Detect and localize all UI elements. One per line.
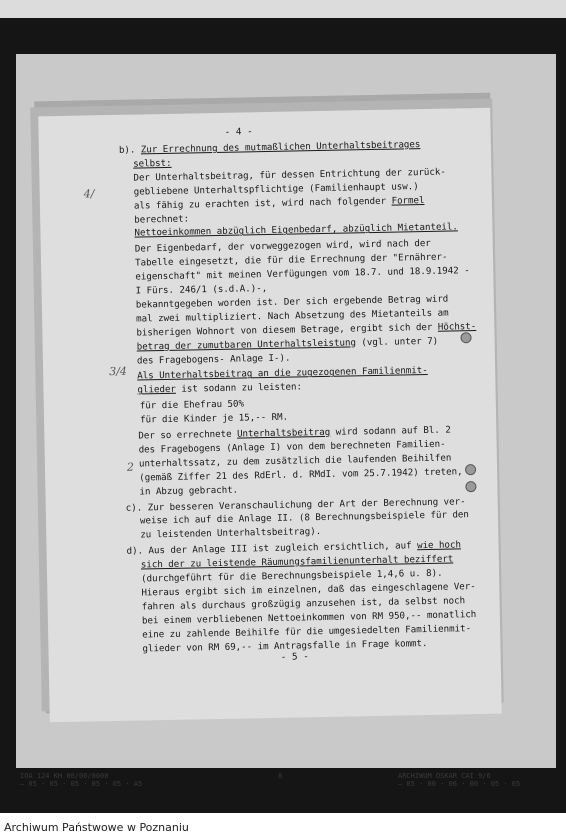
text-segment: zu leistenden Unterhaltsbeitrag). [140, 526, 322, 541]
text-line [137, 365, 428, 382]
text-segment: als fähig zu erachten ist, wird nach folgender [133, 195, 392, 212]
text-segment: bei einem verbliebenen Nettoeinkommen von RM 950,-- monatlich [141, 608, 477, 627]
page-number-bottom: - 5 - [280, 651, 309, 663]
text-segment: unterhaltssatz, zu dem zusätzlich die laufenden Beihilfen [138, 452, 452, 470]
text-segment: mal zwei multipliziert. Nach Absetzung des Mietanteils am [136, 307, 449, 325]
text-segment: bekanntgegeben worden ist. Der sich ergebende Betrag wird [135, 293, 449, 311]
text-segment: weise ich auf die Anlage II. (8 Berechnungsbeispiele für den [139, 509, 469, 527]
text-segment: eine zu zahlende Beihilfe für die umgesiedelten Familienmit- [142, 622, 472, 641]
text-line [137, 382, 302, 396]
text-line [134, 213, 189, 225]
text-segment: Der so errechnete [138, 428, 238, 442]
text-line [133, 158, 172, 170]
underlined-text: Als Unterhaltsbeitrag an die zugezogenen Familienmit- [137, 365, 428, 382]
viewer-top-bar [0, 0, 566, 18]
punch-hole-3 [465, 481, 476, 492]
text-line [140, 412, 288, 426]
text-segment: fahren als durchaus großzügig anzusehen ist, da selbst noch [141, 595, 466, 613]
text-segment: des Fragebogens (Anlage I) von dem berechneten Familien- [138, 438, 446, 456]
page-number-top: - 4 - [224, 126, 253, 138]
underlined-text: Zur Errechnung des mutmaßlichen Unterhaltsbeitrages [140, 139, 421, 156]
text-line [139, 466, 463, 483]
film-strip-right: ARCHIWUM OSKAR CAI 9/6 — 05 · 00 · 06 · 00 · 05 · 05 [398, 772, 521, 788]
text-segment: für die Kinder je 15,-- RM. [139, 411, 289, 426]
film-strip-left: IOA 124 KH 00/00/0000 — 05 · 05 · 05 · 05 · 05 · A5 [20, 772, 143, 788]
text-segment: (durchgeführt für die Berechnungsbeispiele 1,4,6 u. 8). [141, 567, 443, 585]
text-line [135, 265, 470, 282]
text-segment: b). [118, 144, 141, 156]
text-segment: bisherigen Wohnort von diesem Betrage, ergibt sich der [136, 321, 438, 339]
text-line [134, 222, 458, 239]
underlined-text: betrag der zumutbaren Unterhaltsleistung [136, 336, 356, 353]
text-line [140, 510, 469, 527]
text-segment: für die Ehefrau 50% [139, 398, 245, 412]
film-strip-middle: 8 [278, 772, 283, 780]
text-segment: berechnet: [134, 213, 190, 226]
underlined-text: Nettoeinkommen abzüglich Eigenbedarf, abzüglich Mietanteil. [134, 221, 458, 239]
text-line [119, 139, 421, 156]
underlined-text: Höchst- [437, 320, 477, 333]
archive-caption-bar [0, 813, 566, 840]
text-segment: c). Zur besseren Veranschaulichung der Art der Berechnung ver- [125, 495, 466, 514]
punch-hole-2 [465, 464, 476, 475]
archive-caption: Archiwum Państwowe w Poznaniu [4, 821, 189, 834]
text-line [137, 335, 439, 352]
margin-mark-2: 3/4 [109, 364, 127, 379]
text-line [135, 283, 267, 297]
text-segment: gebliebene Unterhaltspflichtige (Familienhaupt usw.) [133, 180, 419, 198]
text-line [139, 484, 238, 497]
text-segment: I Fürs. 246/1 (s.d.A.)-, [135, 283, 268, 297]
punch-hole-1 [460, 332, 471, 343]
margin-mark-1: 4/ [83, 187, 95, 201]
margin-mark-3: 2 [126, 460, 135, 474]
document-page [38, 108, 502, 723]
text-segment: in Abzug gebracht. [139, 484, 239, 498]
underlined-text: Unterhaltsbeitrag [236, 426, 331, 440]
text-line [137, 352, 291, 366]
underlined-text: wie hoch [416, 539, 462, 552]
text-segment: Tabelle eingesetzt, die für die Errechnung der "Ernährer- [134, 251, 448, 269]
text-segment: glieder von RM 69,-- im Antragsfalle in Frage kommt. [142, 637, 428, 654]
text-line [134, 195, 425, 212]
text-segment: des Fragebogens- Anlage I-). [136, 352, 291, 367]
underlined-text: glieder [137, 384, 176, 396]
text-segment: d). Aus der Anlage III ist zugleich ersichtlich, auf [126, 540, 418, 557]
text-segment: eigenschaft" mit meinen Verfügungen vom 18.7. und 18.9.1942 - [135, 265, 470, 283]
text-segment: Der Unterhaltsbeitrag, für dessen Entrichtung der zurück- [133, 166, 446, 184]
text-segment: (gemäß Ziffer 21 des RdErl. d. RMdI. vom 25.7.1942) treten, [139, 466, 463, 484]
text-segment: Der Eigenbedarf, der vorweggezogen wird, wird nach der [134, 238, 431, 255]
text-segment: wird sodann auf Bl. 2 [330, 424, 451, 438]
text-segment: ist sodann zu leisten: [175, 381, 303, 396]
text-line [140, 399, 244, 412]
film-strip [0, 768, 566, 813]
underlined-text: selbst: [133, 157, 172, 170]
text-line [140, 526, 321, 540]
underlined-text: sich der zu leistende Räumungsfamilienunterhalt beziffert [140, 553, 454, 571]
text-segment: Hieraus ergibt sich im einzelnen, daß das eingeschlagene Ver- [141, 580, 476, 599]
text-segment: (vgl. unter 7) [355, 335, 439, 348]
underlined-text: Formel [391, 194, 425, 207]
